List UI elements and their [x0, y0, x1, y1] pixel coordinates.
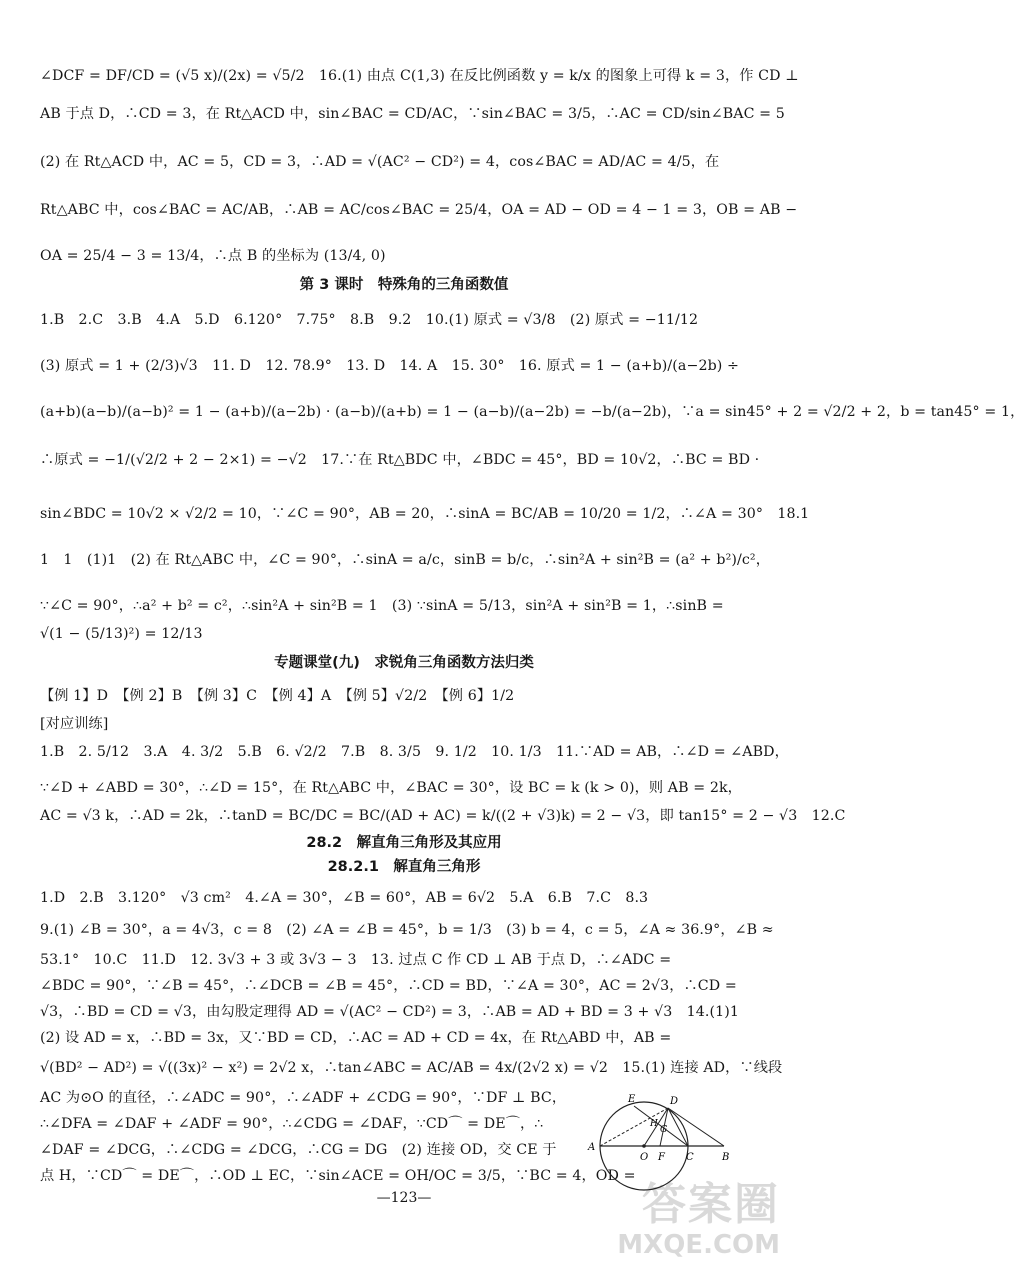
text-line: (2) 设 AD = x，∴BD = 3x，又∵BD = CD，∴AC = AD + CD = 4x，在 Rt△ABD 中，AB =	[40, 1030, 672, 1046]
text-line: 1.B 2.C 3.B 4.A 5.D 6.120° 7.75° 8.B 9.2 10.(1) 原式 = √3/8 (2) 原式 = −11/12	[40, 312, 699, 328]
label-o: O	[640, 1152, 649, 1163]
special-topic-heading: 专题课堂(九) 求锐角三角函数方法归类	[274, 655, 534, 671]
label-h: H	[650, 1119, 658, 1129]
label-d: D	[670, 1096, 679, 1107]
text-line: ∠BDC = 90°，∵∠B = 45°，∴∠DCB = ∠B = 45°，∴CD = BD，∵∠A = 30°，AC = 2√3，∴CD =	[40, 978, 737, 994]
text-line: √3，∴BD = CD = √3，由勾股定理得 AD = √(AC² − CD²) = 3，∴AB = AD + BD = 3 + √3 14.(1)1	[40, 1004, 740, 1020]
text-line: Rt△ABC 中，cos∠BAC = AC/AB，∴AB = AC/cos∠BAC = 25/4，OA = AD − OD = 4 − 1 = 3，OB = AB −	[40, 202, 798, 218]
watermark-site: MXQE.COM	[617, 1230, 780, 1260]
text-line: (2) 在 Rt△ACD 中，AC = 5，CD = 3，∴AD = √(AC² − CD²) = 4，cos∠BAC = AD/AC = 4/5，在	[40, 154, 720, 170]
text-line: OA = 25/4 − 3 = 13/4，∴点 B 的坐标为 (13/4, 0)	[40, 248, 386, 264]
subsection-heading: 28.2.1 解直角三角形	[327, 859, 481, 875]
line-db	[668, 1108, 724, 1146]
text-line: 点 H，∵CD⌒ = DE⌒，∴OD ⊥ EC，∵sin∠ACE = OH/OC = 3/5，∵BC = 4，OD =	[40, 1168, 636, 1184]
lesson-heading: 第 3 课时 特殊角的三角函数值	[299, 277, 509, 293]
center-dot	[642, 1144, 646, 1148]
text-line: AB 于点 D，∴CD = 3，在 Rt△ACD 中，sin∠BAC = CD/AC，∵sin∠BAC = 3/5，∴AC = CD/sin∠BAC = 5	[40, 106, 785, 122]
text-line: √(1 − (5/13)²) = 12/13	[40, 626, 203, 642]
text-line: (3) 原式 = 1 + (2/3)√3 11. D 12. 78.9° 13. D 14. A 15. 30° 16. 原式 = 1 − (a+b)/(a−2b) ÷	[40, 358, 739, 374]
text-line: AC = √3 k，∴AD = 2k，∴tanD = BC/DC = BC/(AD + AC) = k/((2 + √3)k) = 2 − √3，即 tan15° = 2 − √3 12.C	[40, 808, 846, 824]
label-f: F	[658, 1152, 665, 1163]
text-line: ∵∠C = 90°，∴a² + b² = c²，∴sin²A + sin²B = 1 (3) ∵sinA = 5/13，sin²A + sin²B = 1，∴sinB =	[40, 598, 724, 614]
text-line: AC 为⊙O 的直径，∴∠ADC = 90°，∴∠ADF + ∠CDG = 90°，∵DF ⊥ BC，	[40, 1090, 567, 1106]
text-line: ∴原式 = −1/(√2/2 + 2 − 2×1) = −√2 17.∵在 Rt△BDC 中，∠BDC = 45°，BD = 10√2，∴BC = BD ·	[40, 452, 760, 468]
text-line: 1.D 2.B 3.120° √3 cm² 4.∠A = 30°，∠B = 60°，AB = 6√2 5.A 6.B 7.C 8.3	[40, 890, 649, 906]
label-b: B	[722, 1152, 730, 1163]
text-line: 53.1° 10.C 11.D 12. 3√3 + 3 或 3√3 − 3 13. 过点 C 作 CD ⊥ AB 于点 D，∴∠ADC =	[40, 952, 672, 968]
text-line: ∠DCF = DF/CD = (√5 x)/(2x) = √5/2 16.(1) 由点 C(1,3) 在反比例函数 y = k/x 的图象上可得 k = 3，作 CD ⊥	[40, 68, 799, 84]
text-line: 【例 1】D 【例 2】B 【例 3】C 【例 4】A 【例 5】√2/2 【例 6】1/2	[40, 688, 515, 704]
text-line: 1.B 2. 5/12 3.A 4. 3/2 5.B 6. √2/2 7.B 8. 3/5 9. 1/2 10. 1/3 11.∵AD = AB，∴∠D = ∠ABD，	[40, 744, 789, 760]
text-line: 9.(1) ∠B = 30°，a = 4√3，c = 8 (2) ∠A = ∠B = 45°，b = 1/3 (3) b = 4，c = 5，∠A ≈ 36.9°，∠B ≈	[40, 922, 774, 938]
section-heading: 28.2 解直角三角形及其应用	[306, 835, 502, 851]
label-c: C	[686, 1152, 694, 1163]
watermark-logo: 答案圈	[642, 1179, 780, 1230]
line-dc	[668, 1108, 688, 1146]
text-line: ∴∠DFA = ∠DAF + ∠ADF = 90°，∴∠CDG = ∠DAF，∵CD⌒ = DE⌒，∴	[40, 1116, 544, 1132]
page-number: —123—	[376, 1190, 432, 1206]
text-line: √(BD² − AD²) = √((3x)² − x²) = 2√2 x，∴tan∠ABC = AC/AB = 4x/(2√2 x) = √2 15.(1) 连接 AD，∵线段	[40, 1060, 783, 1076]
text-line: [对应训练]	[40, 716, 109, 732]
watermark	[590, 1168, 780, 1264]
label-a: A	[588, 1142, 596, 1153]
text-line: sin∠BDC = 10√2 × √2/2 = 10，∵∠C = 90°，AB = 20，∴sinA = BC/AB = 10/20 = 1/2，∴∠A = 30° 18.1	[40, 506, 810, 522]
text-line: 1 1 (1)1 (2) 在 Rt△ABC 中，∠C = 90°，∴sinA = a/c，sinB = b/c，∴sin²A + sin²B = (a² + b²)/c²，	[40, 552, 771, 568]
label-e: E	[628, 1094, 636, 1105]
label-g: G	[660, 1125, 668, 1135]
text-line: (a+b)(a−b)/(a−b)² = 1 − (a+b)/(a−2b) · (a−b)/(a+b) = 1 − (a−b)/(a−2b) = −b/(a−2b)，∵a = sin45° + 2 = √2/2 + 2，b = tan45° = 1，	[40, 404, 1024, 420]
text-line: ∵∠D + ∠ABD = 30°，∴∠D = 15°，在 Rt△ABC 中，∠BAC = 30°，设 BC = k (k > 0)，则 AB = 2k，	[40, 780, 742, 796]
text-line: ∠DAF = ∠DCG，∴∠CDG = ∠DCG，∴CG = DG (2) 连接 OD，交 CE 于	[40, 1142, 557, 1158]
